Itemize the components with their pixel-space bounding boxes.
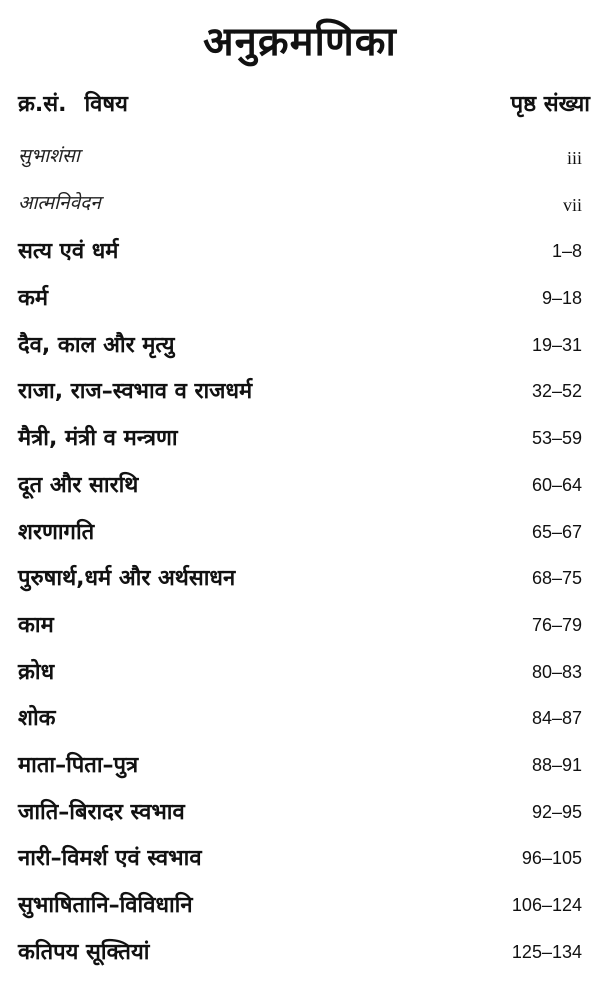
entry-subject: पुरुषार्थ,धर्म और अर्थसाधन bbox=[18, 566, 236, 592]
contents-entry bbox=[18, 516, 590, 563]
contents-entry bbox=[18, 189, 590, 236]
entry-subject: सुभाषितानि–विविधानि bbox=[18, 893, 193, 918]
entry-subject: नारी–विमर्श एवं स्वभाव bbox=[18, 846, 202, 872]
entry-subject: काम bbox=[18, 612, 54, 638]
contents-entry bbox=[18, 422, 590, 469]
header-left bbox=[18, 88, 128, 118]
contents-entry bbox=[18, 329, 590, 376]
subject-label: विषय bbox=[84, 92, 128, 117]
contents-entry bbox=[18, 142, 590, 189]
entry-page-range: 60–64 bbox=[531, 474, 582, 495]
entry-subject: दैव, काल और मृत्यु bbox=[18, 332, 175, 358]
entry-page-range: 96–105 bbox=[521, 848, 582, 869]
page-number-label: पृष्ठ संख्या bbox=[510, 92, 590, 117]
entry-page-range: 1–8 bbox=[551, 241, 582, 262]
contents-entry bbox=[18, 656, 590, 703]
serial-number-label: क्र.सं. bbox=[18, 92, 67, 117]
contents-entry bbox=[18, 562, 590, 609]
entry-page-range: 9–18 bbox=[541, 288, 582, 309]
entry-page-range: 76–79 bbox=[531, 614, 582, 635]
entry-subject: सत्य एवं धर्म bbox=[18, 239, 119, 265]
entry-subject: जाति–बिरादर स्वभाव bbox=[18, 799, 185, 825]
entry-subject: क्रोध bbox=[18, 659, 55, 685]
entry-page-range: 80–83 bbox=[531, 661, 582, 682]
contents-entry bbox=[18, 842, 590, 889]
entry-subject: राजा, राज–स्वभाव व राजधर्म bbox=[18, 379, 253, 405]
entry-page-range: 92–95 bbox=[531, 801, 582, 822]
entry-subject: सुभाशंसा bbox=[18, 145, 80, 167]
entry-page-range: iii bbox=[566, 148, 582, 168]
entry-page-range: 125–134 bbox=[511, 941, 582, 962]
contents-entry bbox=[18, 702, 590, 749]
entry-page-range: 32–52 bbox=[531, 381, 582, 402]
entry-page-range: 106–124 bbox=[511, 895, 582, 915]
entry-page-range: vii bbox=[562, 194, 582, 215]
entry-subject: आत्मनिवेदन bbox=[18, 191, 101, 214]
contents-entry bbox=[18, 936, 590, 982]
contents-entry bbox=[18, 749, 590, 796]
entry-page-range: 68–75 bbox=[531, 568, 582, 589]
entry-subject: शरणागति bbox=[18, 519, 95, 545]
column-header bbox=[18, 88, 590, 120]
contents-entry bbox=[18, 889, 590, 936]
entry-subject: कर्म bbox=[18, 286, 49, 312]
contents-entry bbox=[18, 469, 590, 516]
contents-entry bbox=[18, 282, 590, 329]
entry-subject: मैत्री, मंत्री व मन्त्रणा bbox=[18, 426, 178, 452]
entry-page-range: 53–59 bbox=[531, 428, 582, 449]
entry-page-range: 19–31 bbox=[531, 334, 582, 355]
entry-subject: माता–पिता–पुत्र bbox=[18, 752, 139, 778]
entry-subject: शोक bbox=[18, 706, 56, 732]
entry-page-range: 65–67 bbox=[531, 521, 582, 542]
contents-entry bbox=[18, 375, 590, 422]
contents-entry bbox=[18, 796, 590, 843]
entry-subject: दूत और सारथि bbox=[18, 472, 139, 498]
page-title: अनुक्रमणिका bbox=[203, 19, 397, 65]
entry-page-range: 84–87 bbox=[531, 708, 582, 729]
contents-entry bbox=[18, 235, 590, 282]
contents-list bbox=[18, 142, 590, 982]
contents-entry bbox=[18, 609, 590, 656]
entry-page-range: 88–91 bbox=[531, 754, 582, 775]
entry-subject: कतिपय सूक्तियां bbox=[18, 939, 150, 965]
